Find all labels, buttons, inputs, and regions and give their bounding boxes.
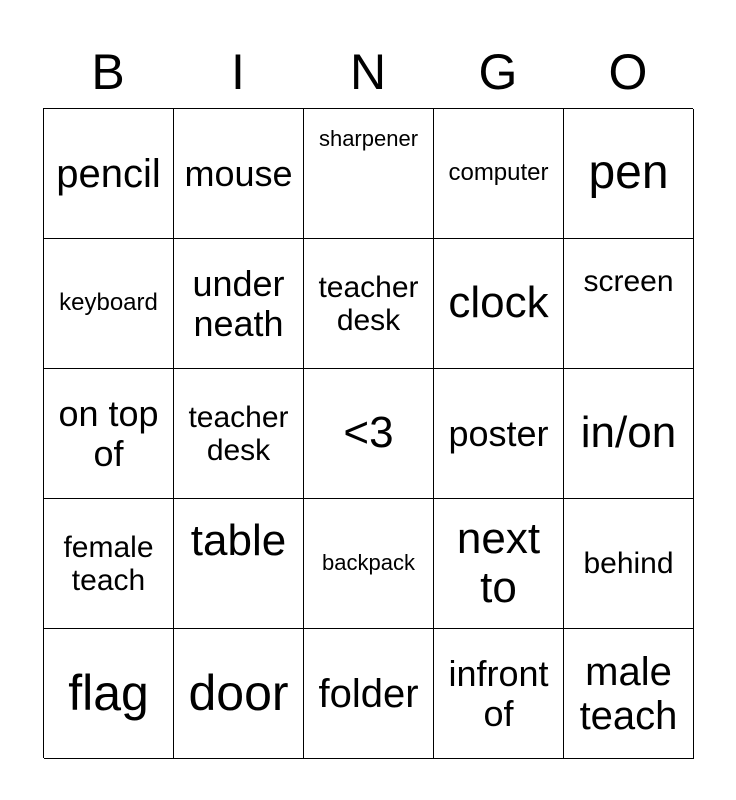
cell-label: teacher desk (318, 270, 419, 337)
bingo-cell[interactable] (44, 369, 174, 499)
cell-label: flag (68, 665, 149, 721)
bingo-header (43, 40, 693, 104)
cell-label: mouse (184, 152, 293, 194)
cell-label: poster (448, 412, 549, 454)
cell-label: <3 (343, 408, 394, 458)
header-letter-g: G (478, 44, 518, 100)
header-letter-n: N (349, 44, 387, 100)
header-letter-b: B (91, 44, 125, 100)
bingo-cell[interactable] (434, 109, 564, 239)
cell-label: female teach (63, 530, 154, 597)
cell-label: screen (583, 265, 674, 298)
cell-label: sharpener (318, 126, 419, 151)
cell-label: table (190, 516, 287, 565)
cell-label: clock (448, 278, 549, 328)
bingo-cell[interactable] (44, 499, 174, 629)
cell-label: door (188, 665, 289, 721)
bingo-cell[interactable] (564, 629, 694, 759)
cell-label: male teach (579, 649, 678, 738)
bingo-cell[interactable] (434, 499, 564, 629)
cell-label: computer (448, 159, 549, 187)
bingo-cell[interactable] (44, 239, 174, 369)
bingo-cell[interactable] (304, 499, 434, 629)
bingo-cell[interactable] (174, 109, 304, 239)
bingo-cell[interactable] (564, 239, 694, 369)
bingo-cell[interactable] (174, 629, 304, 759)
cell-label: pencil (56, 151, 161, 196)
cell-label: in/on (580, 408, 677, 458)
bingo-cell[interactable] (434, 239, 564, 369)
bingo-cell[interactable] (564, 369, 694, 499)
cell-label: folder (318, 671, 419, 716)
cell-label: keyboard (59, 289, 158, 317)
cell-label: on top of (58, 392, 159, 474)
cell-label: under neath (192, 262, 285, 344)
header-letter-i: I (231, 44, 245, 100)
cell-label: behind (583, 547, 674, 580)
bingo-cell[interactable] (174, 499, 304, 629)
cell-label: next to (456, 514, 541, 612)
bingo-cell[interactable] (304, 109, 434, 239)
cell-label: backpack (322, 550, 415, 576)
bingo-card-grid (43, 108, 693, 758)
bingo-cell[interactable] (174, 239, 304, 369)
bingo-cell[interactable] (44, 629, 174, 759)
bingo-cell[interactable] (44, 109, 174, 239)
bingo-cell[interactable] (174, 369, 304, 499)
header-letter-o: O (608, 44, 648, 100)
bingo-cell[interactable] (564, 499, 694, 629)
bingo-cell[interactable] (304, 369, 434, 499)
bingo-cell[interactable] (564, 109, 694, 239)
cell-label: infront of (448, 652, 549, 734)
bingo-cell[interactable] (304, 629, 434, 759)
cell-label: teacher desk (188, 400, 289, 467)
bingo-cell[interactable] (434, 629, 564, 759)
cell-label: pen (588, 146, 669, 200)
bingo-cell[interactable] (434, 369, 564, 499)
bingo-cell[interactable] (304, 239, 434, 369)
